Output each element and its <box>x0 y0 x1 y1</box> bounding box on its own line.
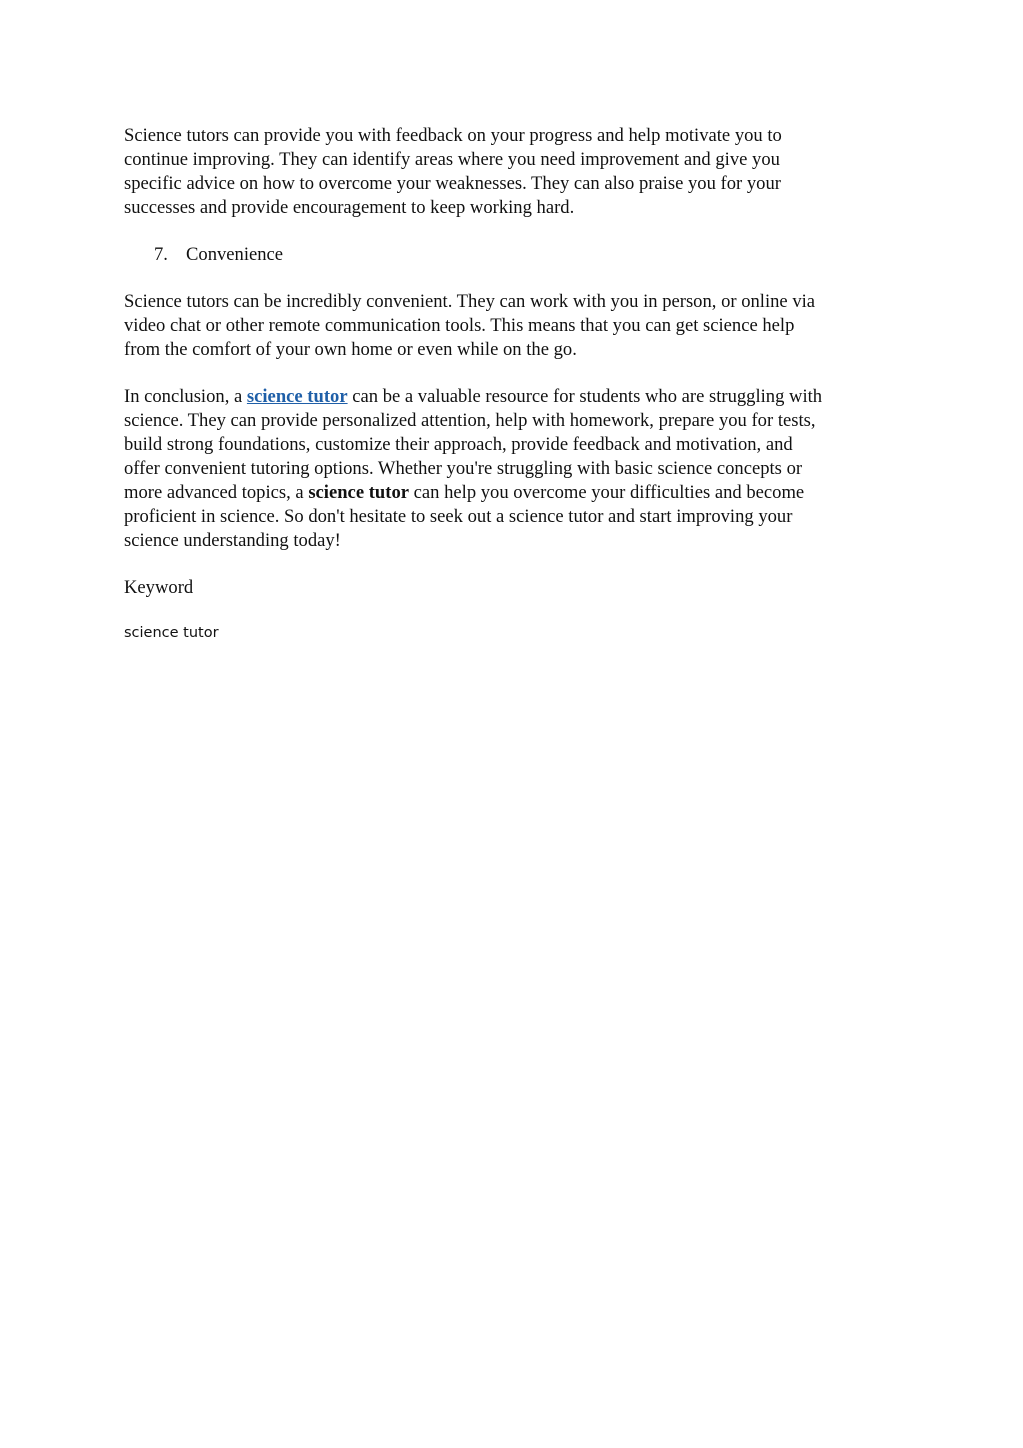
text-line: video chat or other remote communication tools. This means that you can get science help <box>124 315 795 336</box>
text-line: proficient in science. So don't hesitate to seek out a science tutor and start improving your <box>124 506 793 527</box>
text-segment: can be a valuable resource for students who are struggling with <box>347 386 823 407</box>
convenience-paragraph <box>124 290 914 362</box>
text-line: Science tutors can provide you with feedback on your progress and help motivate you to <box>124 125 782 146</box>
conclusion-paragraph <box>124 385 914 553</box>
text-line <box>124 385 914 409</box>
text-line: successes and provide encouragement to keep working hard. <box>124 197 575 218</box>
text-line: from the comfort of your own home or even while on the go. <box>124 339 577 360</box>
bold-keyword: science tutor <box>308 482 409 503</box>
text-line: build strong foundations, customize their approach, provide feedback and motivation, and <box>124 434 793 455</box>
feedback-paragraph <box>124 124 914 220</box>
document-body <box>124 124 914 643</box>
text-line <box>124 481 914 505</box>
keyword-heading: Keyword <box>124 577 194 598</box>
text-line: science understanding today! <box>124 530 341 551</box>
text-line: specific advice on how to overcome your weaknesses. They can also praise you for your <box>124 173 781 194</box>
science-tutor-link[interactable]: science tutor <box>246 386 348 407</box>
text-line: continue improving. They can identify areas where you need improvement and give you <box>124 149 780 170</box>
list-label: Convenience <box>186 244 284 265</box>
text-segment: can help you overcome your difficulties and become <box>409 482 805 503</box>
text-line: science. They can provide personalized attention, help with homework, prepare you for tests, <box>124 410 816 431</box>
keyword-value: science tutor <box>124 625 219 641</box>
text-segment: In conclusion, a <box>124 386 247 407</box>
text-segment: more advanced topics, a <box>124 482 309 503</box>
list-item-convenience <box>124 243 914 267</box>
text-line: offer convenient tutoring options. Whether you're struggling with basic science concepts or <box>124 458 803 479</box>
text-line: Science tutors can be incredibly convenient. They can work with you in person, or online via <box>124 291 816 312</box>
list-number: 7. <box>154 244 168 265</box>
